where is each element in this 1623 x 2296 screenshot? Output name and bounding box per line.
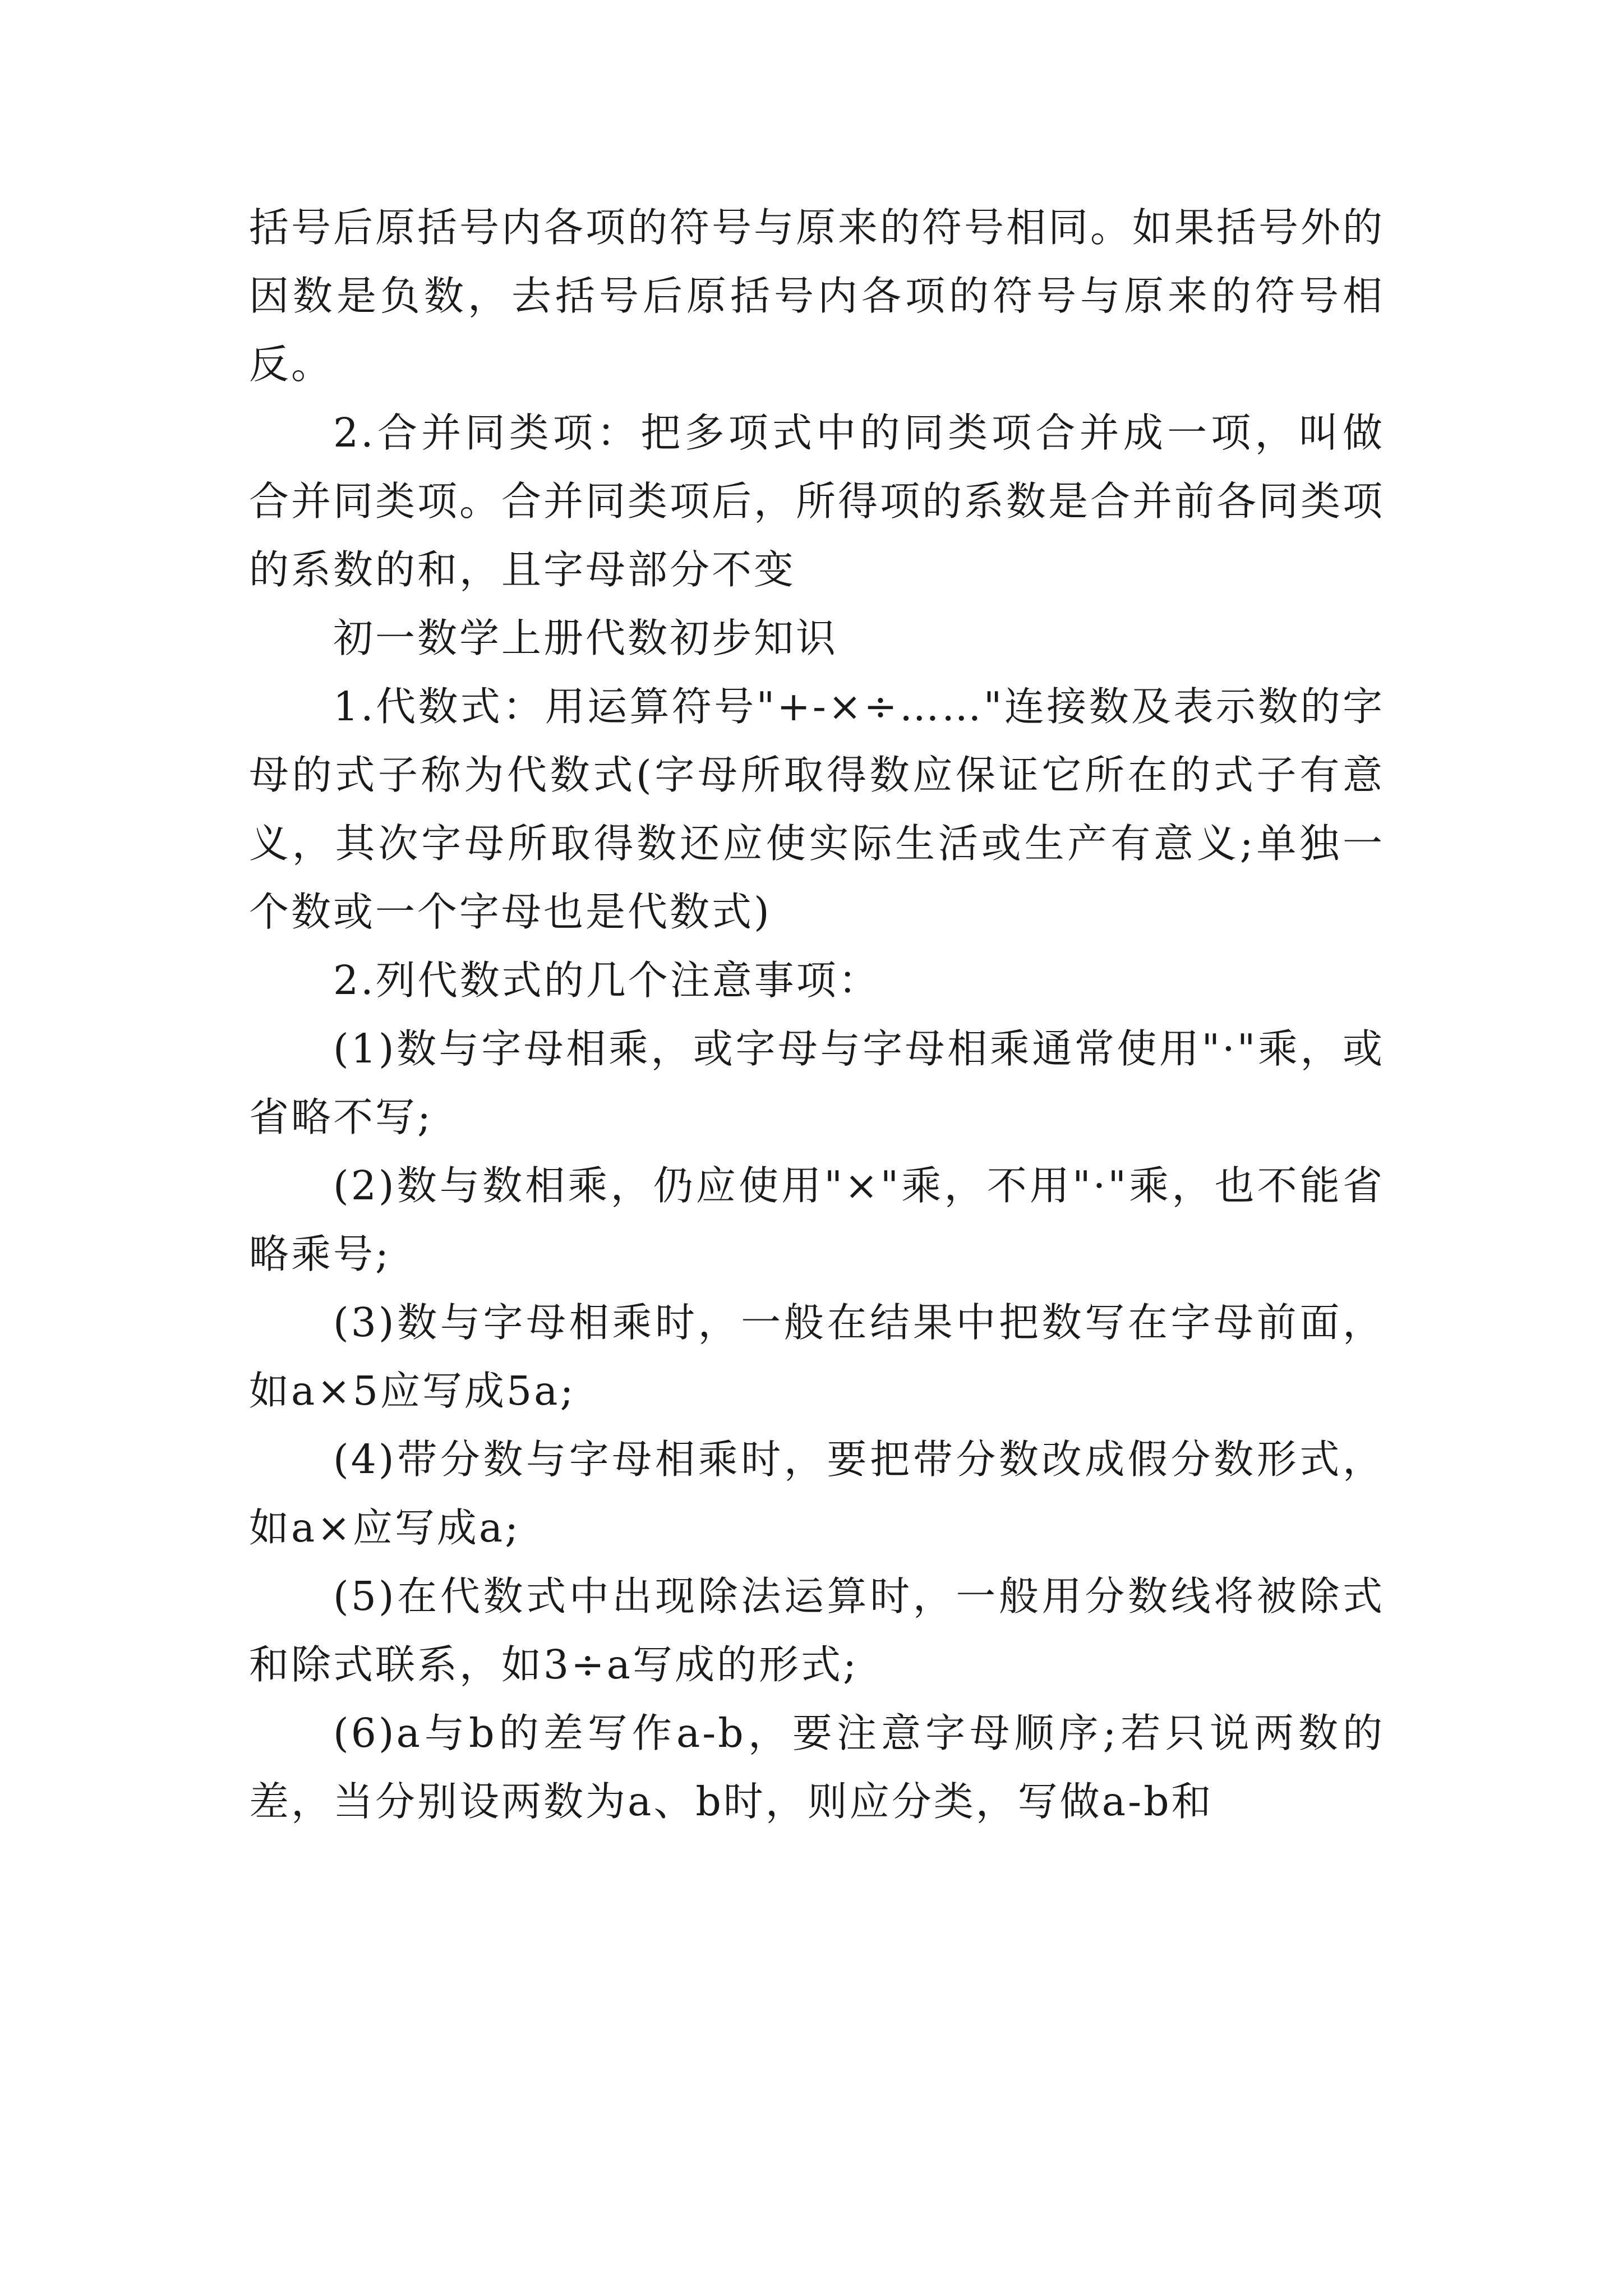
document-body — [249, 194, 1385, 1836]
list-item-note-1: (1)数与字母相乘，或字母与字母相乘通常使用"·"乘，或省略不写; — [249, 1025, 1385, 1140]
paragraph-algebraic-expression: 1.代数式：用运算符号"+-×÷……"连接数及表示数的字母的式子称为代数式(字母所取得数应保证它所在的式子有意义，其次字母所取得数还应使实际生活或生产有意义;单独一个数或一个字母也是代数式) — [249, 683, 1385, 935]
list-item-note-5: (5)在代数式中出现除法运算时，一般用分数线将被除式和除式联系，如3÷a写成的形式; — [249, 1573, 1385, 1688]
list-item-note-2: (2)数与数相乘，仍应使用"×"乘，不用"·"乘，也不能省略乘号; — [249, 1162, 1385, 1277]
list-item-note-4: (4)带分数与字母相乘时，要把带分数改成假分数形式，如a×应写成a; — [249, 1436, 1385, 1551]
paragraph-notes-heading: 2.列代数式的几个注意事项： — [333, 957, 880, 1004]
list-item-note-3: (3)数与字母相乘时，一般在结果中把数写在字母前面，如a×5应写成5a; — [249, 1299, 1385, 1414]
list-item-note-6: (6)a与b的差写作a-b，要注意字母顺序;若只说两数的差，当分别设两数为a、b时，则应分类，写做a-b和 — [249, 1710, 1385, 1825]
section-heading: 初一数学上册代数初步知识 — [333, 615, 838, 661]
paragraph-combine-like-terms: 2.合并同类项：把多项式中的同类项合并成一项，叫做合并同类项。合并同类项后，所得项的系数是合并前各同类项的系数的和，且字母部分不变 — [249, 409, 1385, 593]
paragraph-bracket-sign-rule: 括号后原括号内各项的符号与原来的符号相同。如果括号外的因数是负数，去括号后原括号内各项的符号与原来的符号相反。 — [249, 204, 1385, 388]
